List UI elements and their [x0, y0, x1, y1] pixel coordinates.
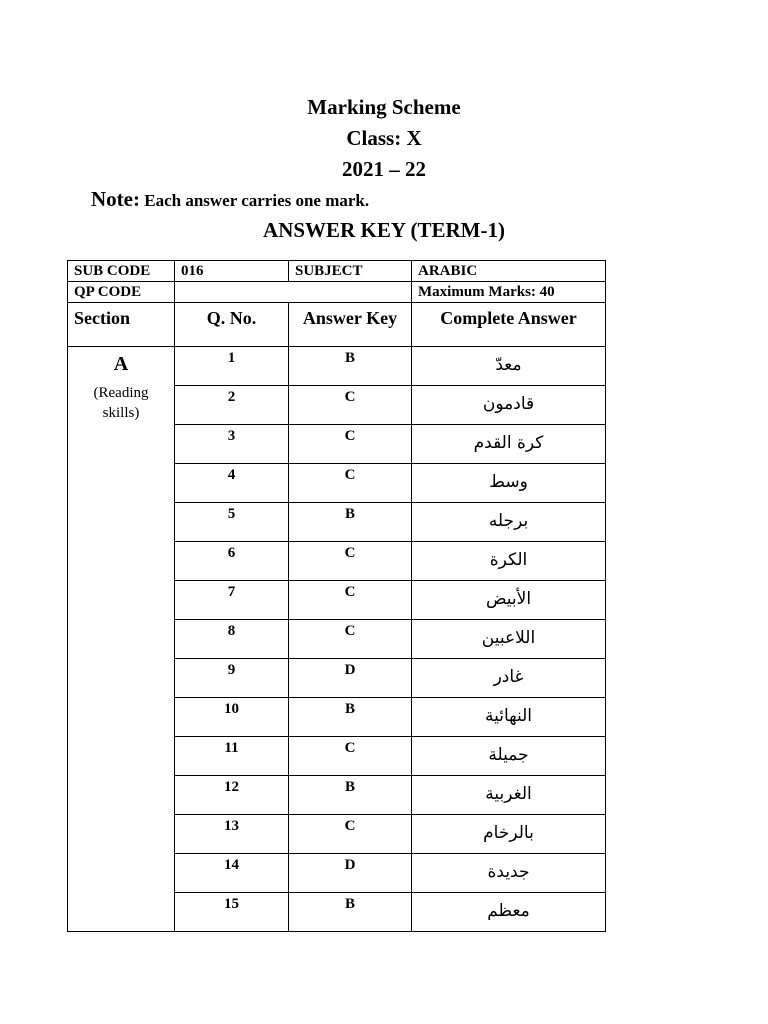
answer-key-letter: D: [289, 659, 412, 698]
complete-answer: الغربية: [412, 776, 606, 815]
question-number: 11: [175, 737, 289, 776]
complete-answer: غادر: [412, 659, 606, 698]
answer-key-letter: C: [289, 815, 412, 854]
column-header-complete-answer: Complete Answer: [412, 303, 606, 347]
answer-key-letter: D: [289, 854, 412, 893]
section-cell: [68, 347, 175, 932]
answer-key-letter: B: [289, 503, 412, 542]
note-label: Note:: [91, 187, 140, 211]
complete-answer: جديدة: [412, 854, 606, 893]
answer-key-letter: B: [289, 893, 412, 932]
table-row: [68, 347, 606, 386]
question-number: 5: [175, 503, 289, 542]
class-line: Class: X: [346, 126, 422, 150]
question-number: 7: [175, 581, 289, 620]
answer-key-letter: C: [289, 620, 412, 659]
subject-value: ARABIC: [412, 261, 606, 282]
qp-code-row: [68, 282, 606, 303]
question-number: 3: [175, 425, 289, 464]
complete-answer: الأبيض: [412, 581, 606, 620]
complete-answer: جميلة: [412, 737, 606, 776]
qp-code-label: QP CODE: [68, 282, 175, 303]
column-header-row: [68, 303, 606, 347]
sub-code-label: SUB CODE: [68, 261, 175, 282]
answer-key-letter: C: [289, 581, 412, 620]
complete-answer: الكرة: [412, 542, 606, 581]
complete-answer: اللاعبين: [412, 620, 606, 659]
question-number: 12: [175, 776, 289, 815]
answer-key-letter: B: [289, 776, 412, 815]
answer-key-title: [0, 218, 768, 242]
note-text: Each answer carries one mark.: [144, 191, 370, 210]
question-number: 14: [175, 854, 289, 893]
complete-answer: معظم: [412, 893, 606, 932]
maximum-marks: Maximum Marks: 40: [412, 282, 606, 303]
question-number: 2: [175, 386, 289, 425]
complete-answer: قادمون: [412, 386, 606, 425]
question-number: 8: [175, 620, 289, 659]
academic-year: 2021 – 22: [342, 157, 426, 181]
question-number: 4: [175, 464, 289, 503]
question-number: 15: [175, 893, 289, 932]
question-number: 10: [175, 698, 289, 737]
question-number: 6: [175, 542, 289, 581]
answer-key-letter: C: [289, 425, 412, 464]
answer-key-title-text: ANSWER KEY (TERM-1): [263, 218, 505, 242]
sub-code-value: 016: [175, 261, 289, 282]
complete-answer: برجله: [412, 503, 606, 542]
document-title: Marking Scheme: [307, 95, 461, 119]
complete-answer: كرة القدم: [412, 425, 606, 464]
complete-answer: وسط: [412, 464, 606, 503]
note: [91, 187, 369, 213]
question-number: 13: [175, 815, 289, 854]
question-number: 9: [175, 659, 289, 698]
complete-answer: بالرخام: [412, 815, 606, 854]
section-description: (Reading skills): [93, 385, 149, 421]
complete-answer: النهائية: [412, 698, 606, 737]
answer-key-letter: C: [289, 386, 412, 425]
column-header-qno: Q. No.: [175, 303, 289, 347]
answer-key-letter: B: [289, 347, 412, 386]
complete-answer: معدّ: [412, 347, 606, 386]
answer-key-letter: B: [289, 698, 412, 737]
subject-label: SUBJECT: [289, 261, 412, 282]
question-number: 1: [175, 347, 289, 386]
answer-key-table: [67, 260, 606, 932]
qp-code-value: [175, 282, 412, 303]
section-letter: A: [113, 353, 129, 375]
answer-key-letter: C: [289, 737, 412, 776]
column-header-answer-key: Answer Key: [289, 303, 412, 347]
sub-code-row: [68, 261, 606, 282]
answer-key-letter: C: [289, 542, 412, 581]
column-header-section: Section: [68, 303, 175, 347]
answer-key-letter: C: [289, 464, 412, 503]
